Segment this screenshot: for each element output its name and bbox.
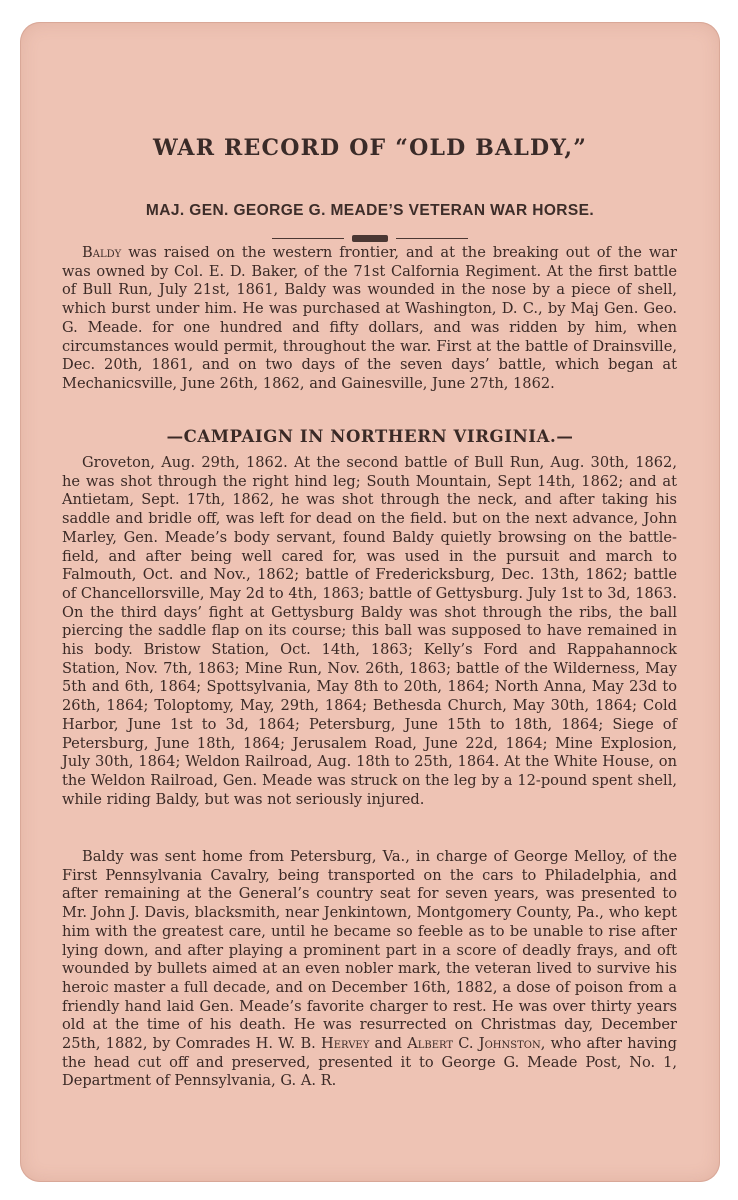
comrade-name-1: H. W. B. Hervey [255,1035,370,1053]
ornamental-divider [272,235,468,243]
later-text-start: Baldy was sent home from Petersburg, Va., in charge of George Melloy, of the First Pennsylvania Cavalry, being transported on the cars to Philadelphia, and after remaining at the General’s country seat for seven years, was presented to Mr. John J. Davis, blacksmith, near Jenkintown, Montgomery County, Pa., who kept him with the greatest care, until he became so feeble as to be unable to rise after lying down, and after playing a prominent part in a score of deadly frays, and oft wounded by bullets aimed at an even nobler mark, the veteran lived to survive his heroic master a full decade, and on December 16th, 1882, a dose of poison from a friendly hand laid Gen. Meade’s favorite charger to rest. He was over thirty years old at the time of his death. He was resurrected on Christmas day, December 25th, 1882, by Comrades [62,848,677,1053]
campaign-paragraph: Groveton, Aug. 29th, 1862. At the second battle of Bull Run, Aug. 30th, 1862, he was shot through the right hind leg; South Mountain, Sept 14th, 1862; and at Antietam, Sept. 17th, 1862, he was shot through the neck, and after taking his saddle and bridle off, was left for dead on the field. but on the next advance, John Marley, Gen. Meade’s body servant, found Baldy quietly browsing on the battle-field, and after being well cared for, was used in the pursuit and march to Falmouth, Oct. and Nov., 1862; battle of Fredericksburg, Dec. 13th, 1862; battle of Chancellorsville, May 2d to 4th, 1863; battle of Gettysburg. July 1st to 3d, 1863. On the third days’ fight at Gettysburg Baldy was shot through the ribs, the ball piercing the saddle flap on its course; this ball was supposed to have remained in his body. Bristow Station, Oct. 14th, 1863; Kelly’s Ford and Rappahannock Station, Nov. 7th, 1863; Mine Run, Nov. 26th, 1863; battle of the Wilderness, May 5th and 6th, 1864; Spottsylvania, May 8th to 20th, 1864; North Anna, May 23d to 26th, 1864; Toloptomy, May, 29th, 1864; Bethesda Church, May 30th, 1864; Cold Harbor, June 1st to 3d, 1864; Petersburg, June 15th to 18th, 1864; Siege of Petersburg, June 18th, 1864; Jerusalem Road, June 22d, 1864; Mine Explosion, July 30th, 1864; Weldon Railroad, Aug. 18th to 25th, 1864. At the White House, on the Weldon Railroad, Gen. Meade was struck on the leg by a 12-pound spent shell, while riding Baldy, but was not seriously injured. [62,454,677,808]
intro-text: was raised on the western frontier, and at the breaking out of the war was owned by Col. E. D. Baker, of the 71st Calfornia Regiment. At the first battle of Bull Run, July 21st, 1861, Baldy was wounded in the nose by a piece of shell, which burst under him. He was purchased at Washington, D. C., by Maj Gen. Geo. G. Meade. for one hundred and fifty dollars, and was ridden by him, when circumstances would permit, throughout the war. First at the battle of Drainsville, Dec. 20th, 1861, and on two days of the seven days’ battle, which began at Mechanicsville, June 26th, 1862, and Gainesville, June 27th, 1862. [62,244,677,392]
divider-line-right [396,238,468,239]
comrade-name-2: Albert C. Johnston [407,1035,541,1053]
intro-lead-word: Baldy [82,244,122,261]
intro-paragraph [62,244,677,394]
later-life-paragraph [62,848,677,1091]
page-subtitle: MAJ. GEN. GEORGE G. MEADE’S VETERAN WAR HORSE. [145,202,595,219]
page-title: WAR RECORD OF “OLD BALDY,” [152,135,588,161]
divider-line-left [272,238,344,239]
later-and: and [369,1035,408,1053]
section-heading: —CAMPAIGN IN NORTHERN VIRGINIA.— [166,427,574,446]
later-text-end: , who after having the head cut off and preserved, presented it to George G. Meade Post, No. 1, Department of Pennsylvania, G. A. R. [62,1035,677,1090]
record-card [20,22,720,1182]
divider-ornament [352,235,388,242]
